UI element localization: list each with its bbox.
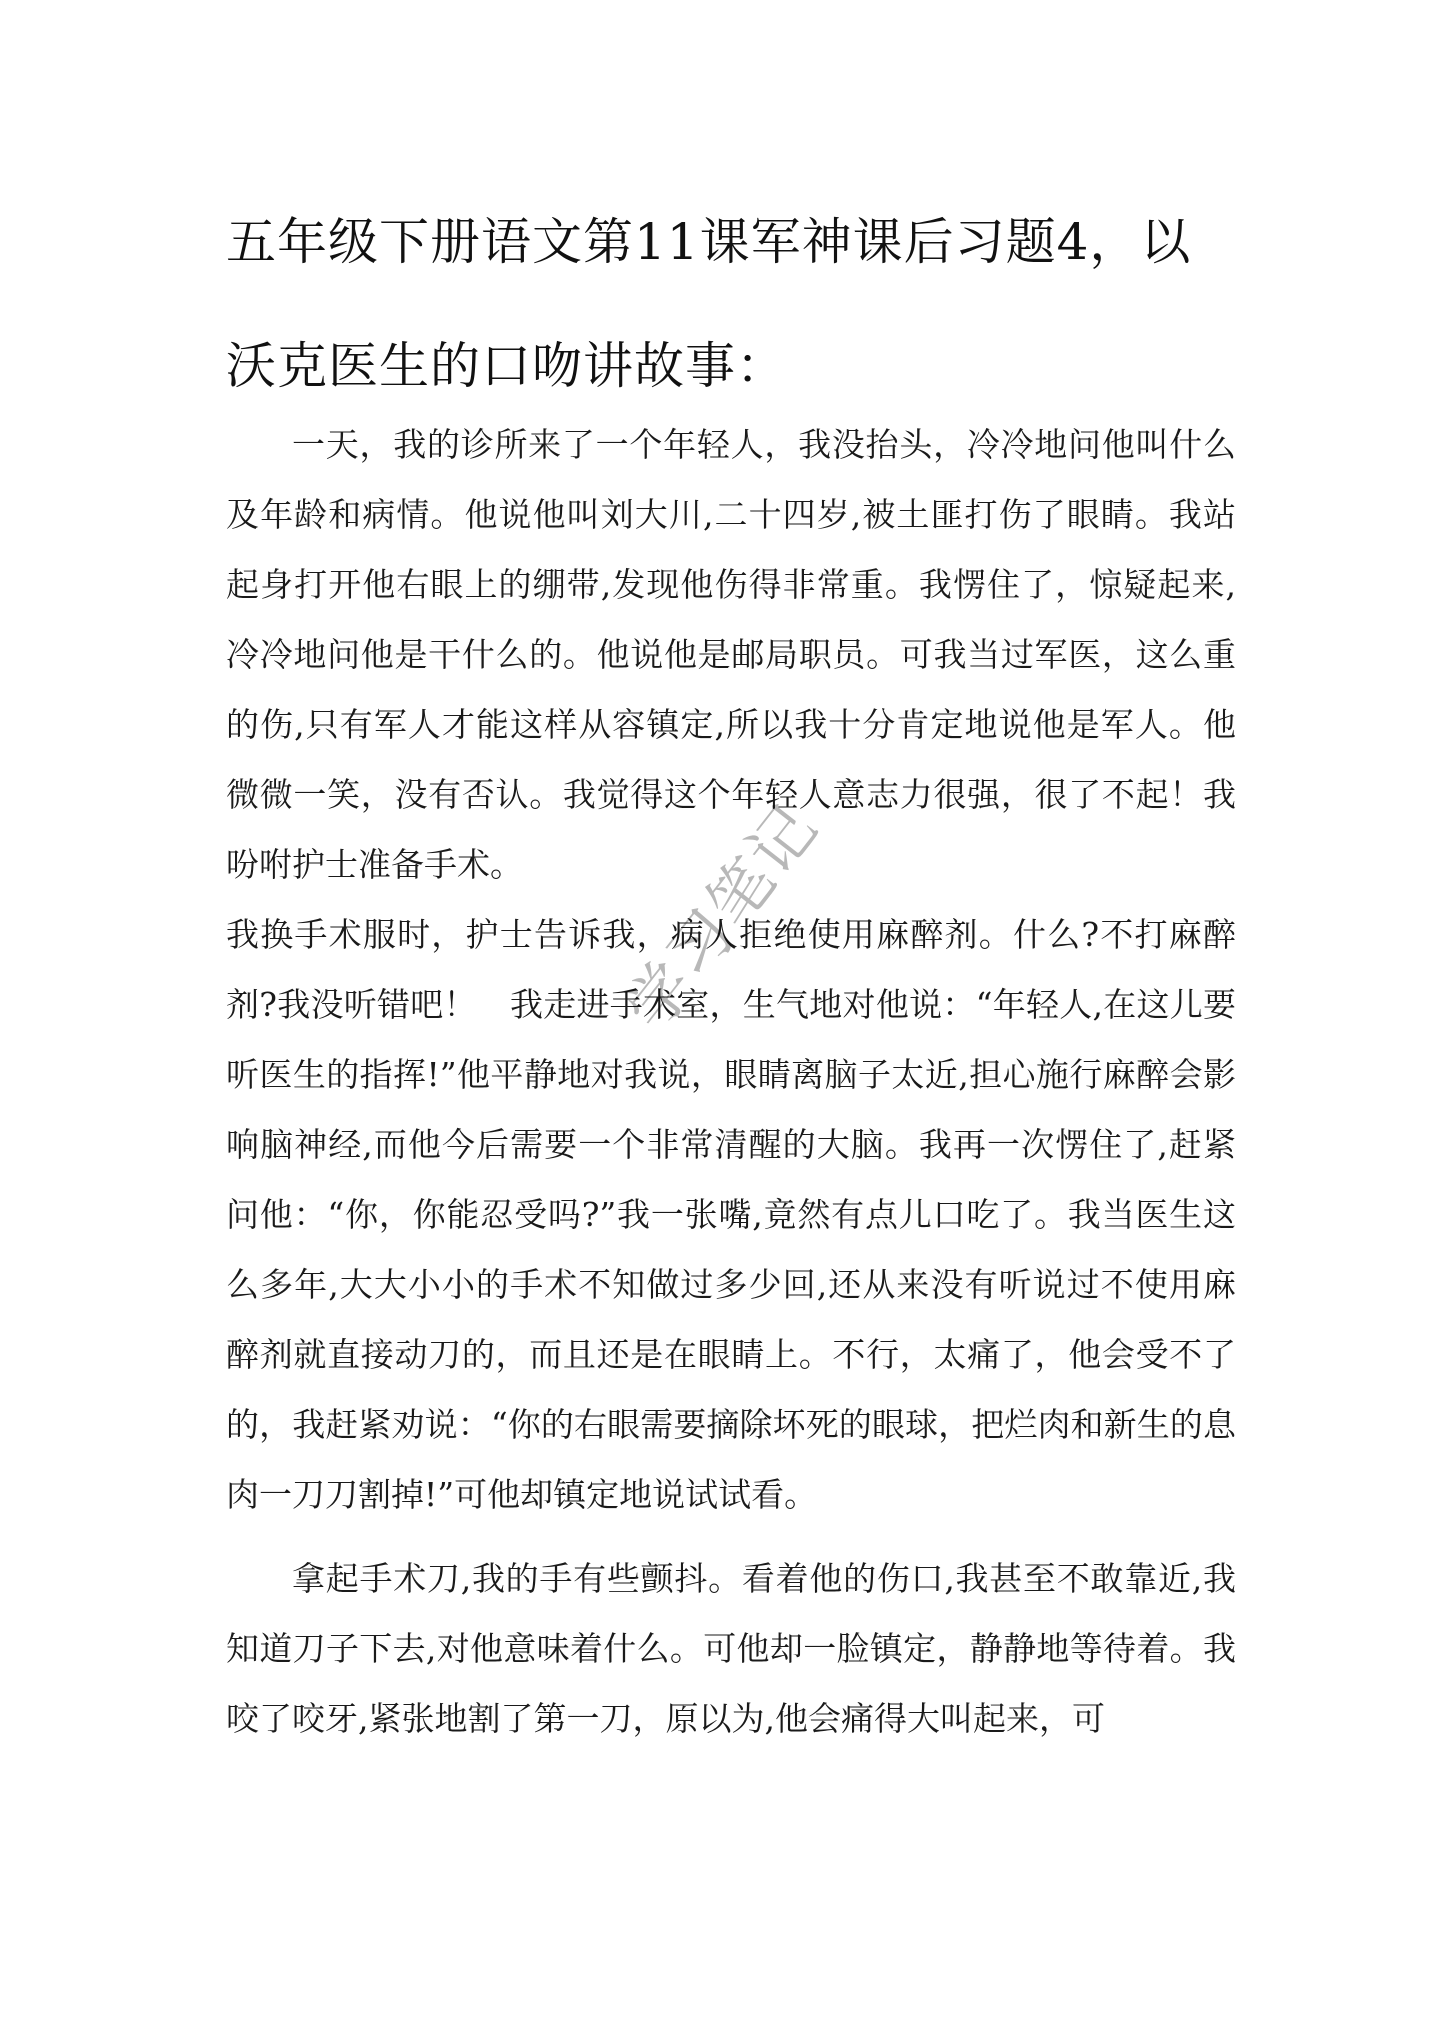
paragraph-3: 拿起手术刀,我的手有些颤抖。看着他的伤口,我甚至不敢靠近,我知道刀子下去,对他意味着什么。可他却一脸镇定，静静地等待着。我咬了咬牙,紧张地割了第一刀，原以为,他会痛得大叫起来，可 [226,1559,1236,1738]
watermark-text: 学习笔记 [611,791,833,1045]
document-title: 五年级下册语文第11课军神课后习题4，以沃克医生的口吻讲故事： [226,213,1192,395]
document-body [226,410,1236,1754]
paragraph-1: 一天，我的诊所来了一个年轻人，我没抬头，冷冷地问他叫什么及年龄和病情。他说他叫刘大川,二十四岁,被土匪打伤了眼睛。我站起身打开他右眼上的绷带,发现他伤得非常重。我愣住了，惊疑起来,冷冷地问他是干什么的。他说他是邮局职员。可我当过军医，这么重的伤,只有军人才能这样从容镇定,所以我十分肯定地说他是军人。他微微一笑，没有否认。我觉得这个年轻人意志力很强，很了不起！我吩咐护士准备手术。 [226,425,1236,884]
paragraph-2: 我换手术服时，护士告诉我，病人拒绝使用麻醉剂。什么?不打麻醉剂?我没听错吧！ 我走进手术室，生气地对他说：“年轻人,在这儿要听医生的指挥!”他平静地对我说，眼睛离脑子太近,担心施行麻醉会影响脑神经,而他今后需要一个非常清醒的大脑。我再一次愣住了,赶紧问他：“你，你能忍受吗?”我一张嘴,竟然有点儿口吃了。我当医生这么多年,大大小小的手术不知做过多少回,还从来没有听说过不使用麻醉剂就直接动刀的，而且还是在眼睛上。不行，太痛了，他会受不了的，我赶紧劝说：“你的右眼需要摘除坏死的眼球，把烂肉和新生的息肉一刀刀割掉!”可他却镇定地说试试看。 [226,915,1236,1514]
